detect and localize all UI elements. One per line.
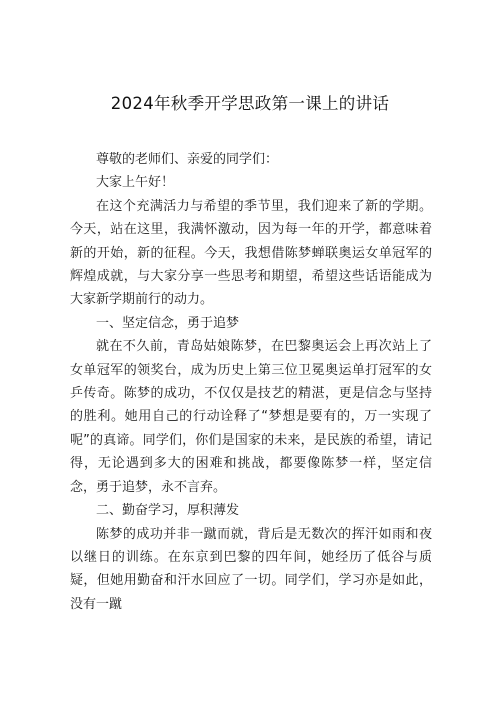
greeting: 大家上午好！ [96, 175, 175, 191]
salutation: 尊敬的老师们、亲爱的同学们： [96, 152, 279, 167]
paragraph-section-2: 陈梦的成功并非一蹴而就，背后是无数次的挥汗如雨和夜以继日的训练。在东京到巴黎的四年间，她经历了低谷与质疑，但她用勤奋和汗水回应了一切。同学们，学习亦是如此，没有一蹴 [70, 526, 432, 612]
section-heading-1: 一、坚定信念，勇于追梦 [96, 315, 240, 331]
paragraph-intro: 在这个充满活力与希望的季节里，我们迎来了新的学期。今天，站在这里，我满怀激动，因为每一年的开学，都意味着新的开始，新的征程。今天，我想借陈梦蝉联奥运女单冠军的辉煌成就，与大家分享一些思考和期望，希望这些话语能成为大家新学期前行的动力。 [70, 198, 432, 308]
document-body [70, 148, 432, 616]
paragraph-section-1: 就在不久前，青岛姑娘陈梦，在巴黎奥运会上再次站上了女单冠军的领奖台，成为历史上第三位卫冕奥运单打冠军的女乒传奇。陈梦的成功，不仅仅是技艺的精湛，更是信念与坚持的胜利。她用自己的行动诠释了“梦想是要有的，万一实现了呢”的真谛。同学们，你们是国家的未来，是民族的希望，请记得，无论遇到多大的困难和挑战，都要像陈梦一样，坚定信念，勇于追梦，永不言弃。 [70, 339, 432, 495]
section-heading-2: 二、勤奋学习，厚积薄发 [96, 503, 240, 519]
document-title: 2024年秋季开学思政第一课上的讲话 [110, 94, 390, 113]
